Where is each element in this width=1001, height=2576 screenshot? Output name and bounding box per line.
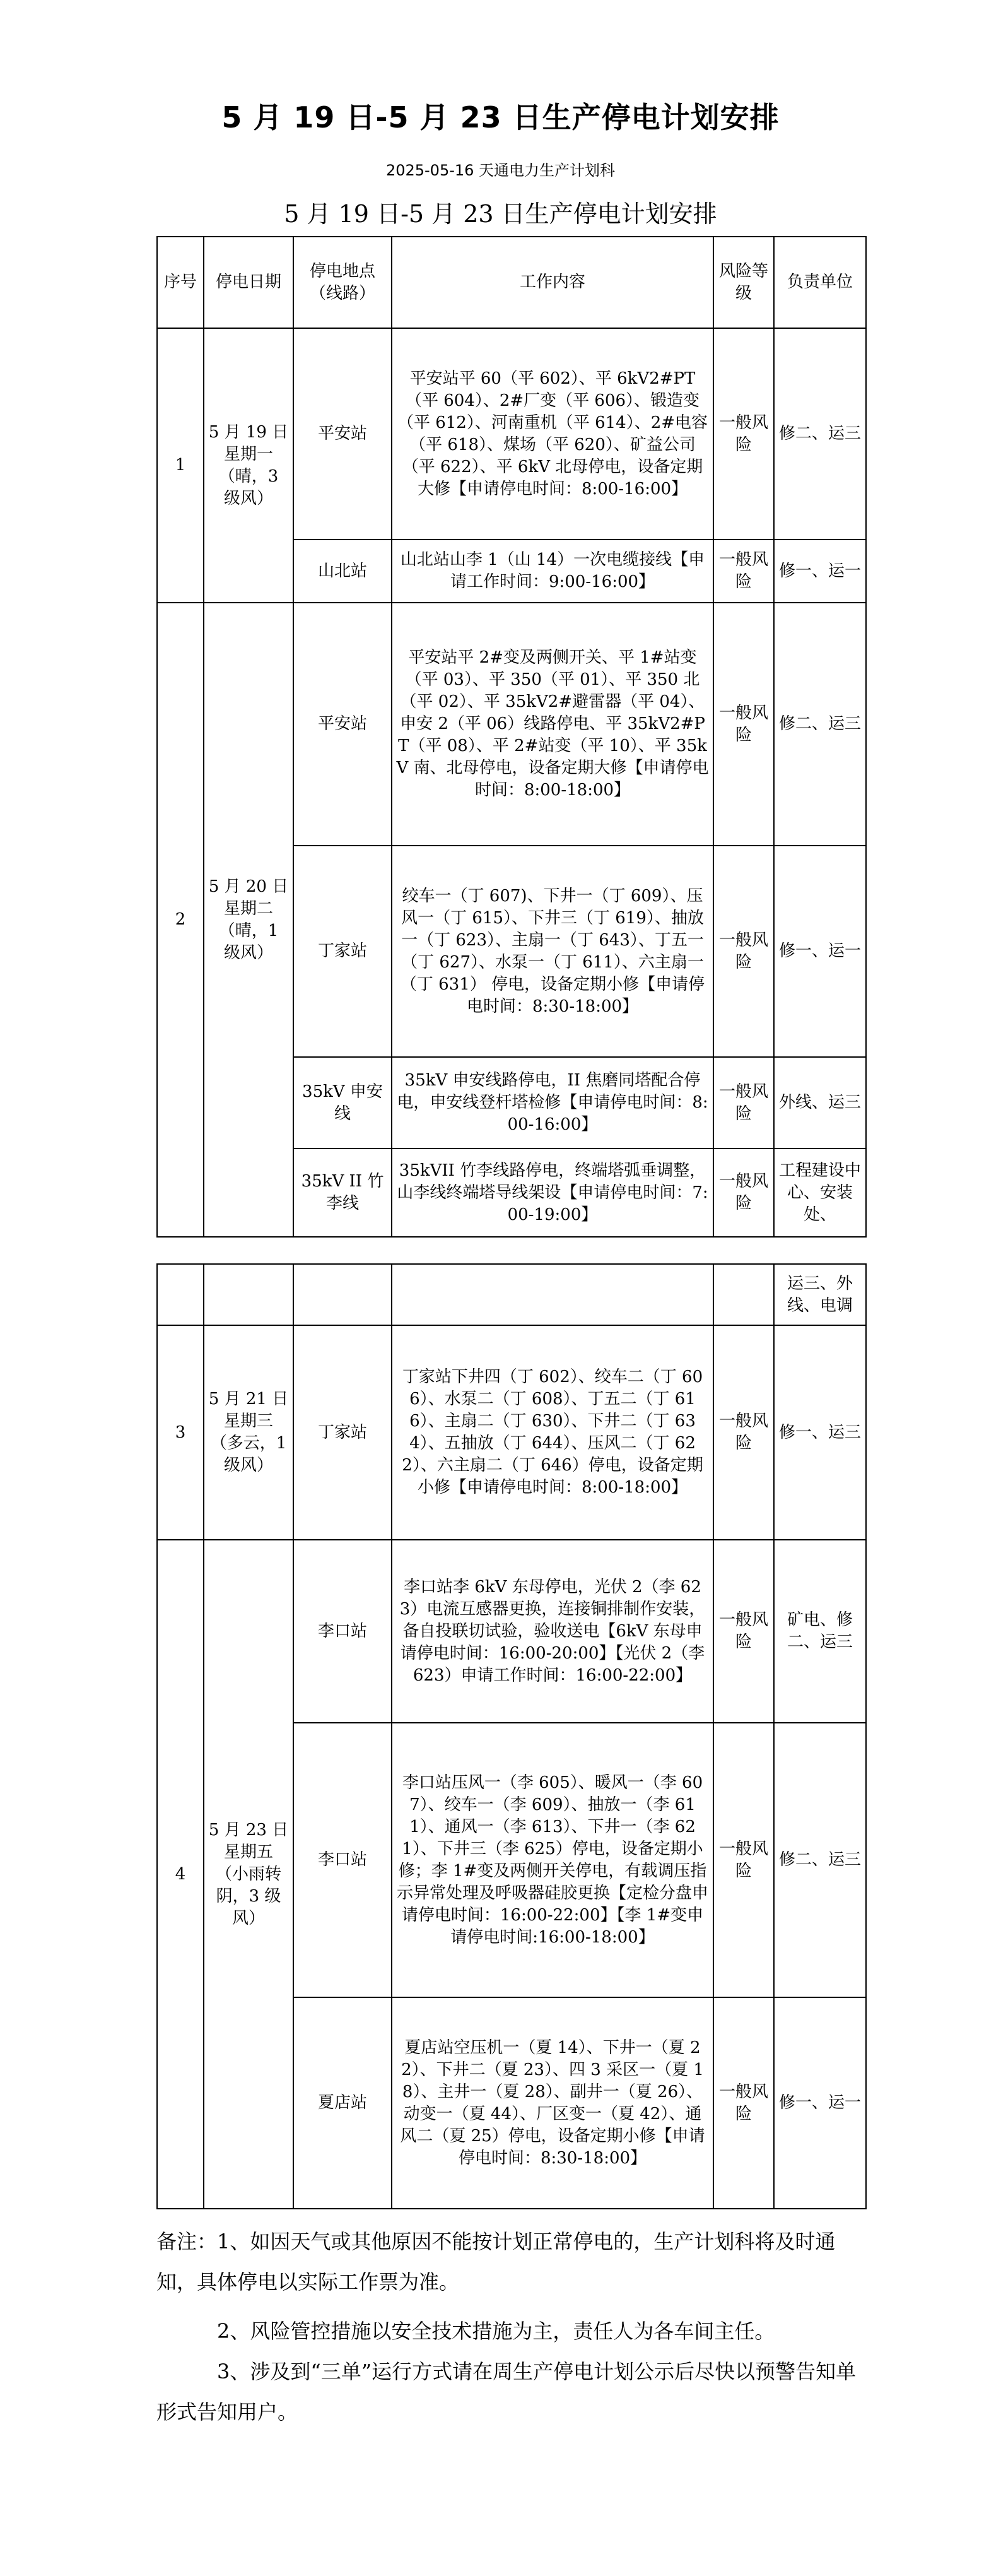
cell-content: 丁家站下井四（丁 602）、绞车二（丁 606）、水泵二（丁 608）、丁五二（丁 616）、主扇二（丁 630）、下井二（丁 634）、五抽放（丁 644）、压风二（丁 622）、六主扇二（丁 646）停电，设备定期小修【申请停电时间：8:00-18:00】 bbox=[392, 1325, 713, 1540]
cell-unit: 矿电、修二、运三 bbox=[774, 1540, 866, 1723]
cell-risk: 一般风险 bbox=[713, 1723, 774, 1997]
cell-seq bbox=[157, 1264, 204, 1325]
cell-location: 35kV 申安线 bbox=[293, 1057, 392, 1149]
cell-seq: 1 bbox=[157, 328, 204, 603]
outage-plan-table-continued bbox=[156, 1263, 867, 2209]
cell-content: 平安站平 2#变及两侧开关、平 1#站变（平 03）、平 350（平 01）、平 350 北（平 02）、平 35kV2#避雷器（平 04）、申安 2（平 06）线路停电、平 35kV2#PT（平 08）、平 2#站变（平 10）、平 35kV 南、北母停电，设备定期大修【申请停电时间：8:00-18:00】 bbox=[392, 603, 713, 846]
cell-content bbox=[392, 1264, 713, 1325]
cell-location: 35kV II 竹李线 bbox=[293, 1149, 392, 1237]
cell-date: 5 月 21 日 星期三（多云，1 级风） bbox=[204, 1325, 293, 1540]
cell-seq: 2 bbox=[157, 603, 204, 1237]
cell-location: 李口站 bbox=[293, 1723, 392, 1997]
header-seq: 序号 bbox=[157, 237, 204, 328]
cell-unit: 修二、运三 bbox=[774, 328, 866, 540]
cell-location: 平安站 bbox=[293, 603, 392, 846]
cell-location: 丁家站 bbox=[293, 846, 392, 1057]
note-2: 2、风险管控措施以安全技术措施为主，责任人为各车间主任。 bbox=[217, 2319, 775, 2343]
cell-risk: 一般风险 bbox=[713, 1325, 774, 1540]
header-location: 停电地点（线路） bbox=[293, 237, 392, 328]
cell-content: 李口站李 6kV 东母停电，光伏 2（李 623）电流互感器更换，连接铜排制作安装，备自投联切试验，验收送电【6kV 东母申请停电时间：16:00-20:00】【光伏 2（李 623）申请工作时间：16:00-22:00】 bbox=[392, 1540, 713, 1723]
cell-unit: 工程建设中心、安装处、 bbox=[774, 1149, 866, 1237]
cell-date bbox=[204, 1264, 293, 1325]
notes-section bbox=[156, 2221, 865, 2432]
page-title: 5 月 19 日-5 月 23 日生产停电计划安排 bbox=[221, 100, 780, 134]
table-row bbox=[157, 1540, 866, 1723]
cell-unit: 修一、运三 bbox=[774, 1325, 866, 1540]
cell-unit: 修一、运一 bbox=[774, 540, 866, 603]
cell-unit: 外线、运三 bbox=[774, 1057, 866, 1149]
cell-location bbox=[293, 1264, 392, 1325]
cell-content: 李口站压风一（李 605）、暖风一（李 607）、绞车一（李 609）、抽放一（李 611）、通风一（李 613）、下井一（李 621）、下井三（李 625）停电，设备定期小修；李 1#变及两侧开关停电，有载调压指示异常处理及呼吸器硅胶更换【定检分盘申请停电时间：16:00-22:00】【李 1#变申请停电时间:16:00-18:00】 bbox=[392, 1723, 713, 1997]
cell-location: 丁家站 bbox=[293, 1325, 392, 1540]
cell-content: 绞车一（丁 607)、下井一（丁 609）、压风一（丁 615）、下井三（丁 619）、抽放一（丁 623）、主扇一（丁 643）、丁五一（丁 627）、水泵一（丁 611）、六主扇一（丁 631） 停电，设备定期小修【申请停电时间：8:30-18:00】 bbox=[392, 846, 713, 1057]
cell-location: 李口站 bbox=[293, 1540, 392, 1723]
cell-unit: 修二、运三 bbox=[774, 1723, 866, 1997]
header-date: 停电日期 bbox=[204, 237, 293, 328]
table-row bbox=[157, 1264, 866, 1325]
cell-unit: 修一、运一 bbox=[774, 1997, 866, 2209]
cell-seq: 3 bbox=[157, 1325, 204, 1540]
cell-seq: 4 bbox=[157, 1540, 204, 2209]
header-unit: 负责单位 bbox=[774, 237, 866, 328]
table-row bbox=[157, 603, 866, 846]
cell-risk: 一般风险 bbox=[713, 846, 774, 1057]
cell-unit: 修一、运一 bbox=[774, 846, 866, 1057]
note-1: 备注：1、如因天气或其他原因不能按计划正常停电的，生产计划科将及时通知，具体停电以实际工作票为准。 bbox=[156, 2230, 836, 2294]
table-row bbox=[157, 1325, 866, 1540]
cell-date: 5 月 20 日 星期二（晴，1 级风） bbox=[204, 603, 293, 1237]
cell-location: 平安站 bbox=[293, 328, 392, 540]
cell-location: 山北站 bbox=[293, 540, 392, 603]
cell-risk: 一般风险 bbox=[713, 540, 774, 603]
cell-content: 山北站山李 1（山 14）一次电缆接线【申请工作时间：9:00-16:00】 bbox=[392, 540, 713, 603]
cell-risk: 一般风险 bbox=[713, 603, 774, 846]
header-risk: 风险等级 bbox=[713, 237, 774, 328]
table-header-row bbox=[157, 237, 866, 328]
outage-plan-table bbox=[156, 236, 867, 1238]
cell-date: 5 月 19 日 星期一（晴，3 级风） bbox=[204, 328, 293, 603]
cell-risk bbox=[713, 1264, 774, 1325]
cell-risk: 一般风险 bbox=[713, 1149, 774, 1237]
note-3: 3、涉及到“三单”运行方式请在周生产停电计划公示后尽快以预警告知单形式告知用户。 bbox=[156, 2360, 857, 2424]
cell-risk: 一般风险 bbox=[713, 328, 774, 540]
cell-location: 夏店站 bbox=[293, 1997, 392, 2209]
cell-risk: 一般风险 bbox=[713, 1997, 774, 2209]
cell-unit: 运三、外线、电调 bbox=[774, 1264, 866, 1325]
cell-unit: 修二、运三 bbox=[774, 603, 866, 846]
cell-date: 5 月 23 日 星期五（小雨转阴，3 级风） bbox=[204, 1540, 293, 2209]
table-row bbox=[157, 328, 866, 540]
cell-risk: 一般风险 bbox=[713, 1540, 774, 1723]
cell-risk: 一般风险 bbox=[713, 1057, 774, 1149]
publish-meta: 2025-05-16 天通电力生产计划科 bbox=[385, 162, 616, 179]
document-title: 5 月 19 日-5 月 23 日生产停电计划安排 bbox=[284, 200, 717, 228]
cell-content: 35kV 申安线路停电，II 焦磨同塔配合停电，申安线登杆塔检修【申请停电时间：8:00-16:00】 bbox=[392, 1057, 713, 1149]
cell-content: 平安站平 60（平 602）、平 6kV2#PT（平 604）、2#厂变（平 606）、锻造变（平 612）、河南重机（平 614）、2#电容（平 618）、煤场（平 620）、矿益公司（平 622）、平 6kV 北母停电，设备定期大修【申请停电时间：8:00-16:00】 bbox=[392, 328, 713, 540]
header-content: 工作内容 bbox=[392, 237, 713, 328]
cell-content: 35kVII 竹李线路停电，终端塔弧垂调整，山李线终端塔导线架设【申请停电时间：7:00-19:00】 bbox=[392, 1149, 713, 1237]
cell-content: 夏店站空压机一（夏 14）、下井一（夏 22）、下井二（夏 23）、四 3 采区一（夏 18）、主井一（夏 28）、副井一（夏 26）、动变一（夏 44）、厂区变一（夏 42）、通风二（夏 25）停电，设备定期小修【申请停电时间：8:30-18:00】 bbox=[392, 1997, 713, 2209]
